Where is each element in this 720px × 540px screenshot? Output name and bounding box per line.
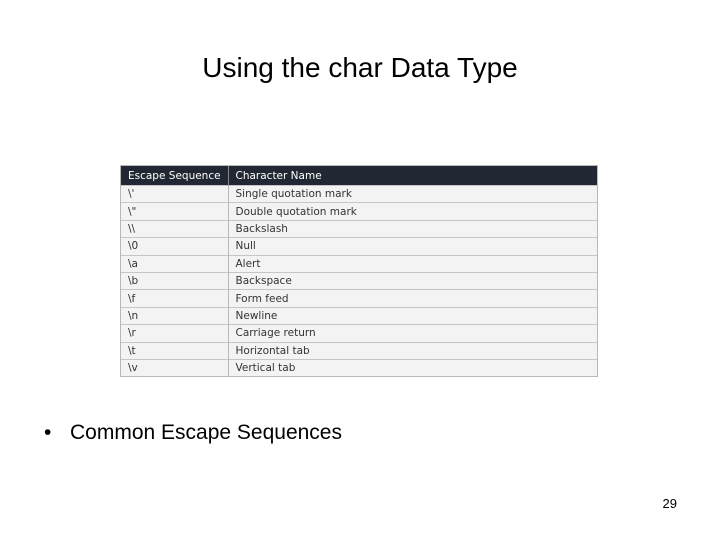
table-row — [121, 186, 597, 203]
escape-sequence-cell: \b — [121, 272, 228, 289]
column-header-escape-sequence: Escape Sequence — [121, 166, 228, 186]
character-name-cell: Double quotation mark — [228, 203, 597, 220]
table-row — [121, 290, 597, 307]
character-name-cell: Vertical tab — [228, 359, 597, 376]
escape-sequence-cell: \f — [121, 290, 228, 307]
escape-sequence-cell: \\ — [121, 220, 228, 237]
character-name-cell: Null — [228, 238, 597, 255]
escape-sequence-cell: \n — [121, 307, 228, 324]
character-name-cell: Newline — [228, 307, 597, 324]
escape-sequence-cell: \" — [121, 203, 228, 220]
escape-sequence-cell: \r — [121, 325, 228, 342]
bullet-item — [44, 420, 342, 446]
character-name-cell: Single quotation mark — [228, 186, 597, 203]
table-row — [121, 255, 597, 272]
table-row — [121, 220, 597, 237]
escape-sequence-cell: \' — [121, 186, 228, 203]
table-header-row — [121, 166, 597, 186]
escape-sequence-cell: \v — [121, 359, 228, 376]
table-row — [121, 203, 597, 220]
table-row — [121, 342, 597, 359]
bullet-symbol: • — [44, 421, 52, 444]
table-row — [121, 307, 597, 324]
table-row — [121, 359, 597, 376]
table-row — [121, 272, 597, 289]
table-row — [121, 325, 597, 342]
escape-table — [121, 166, 597, 376]
character-name-cell: Backspace — [228, 272, 597, 289]
character-name-cell: Alert — [228, 255, 597, 272]
escape-sequence-cell: \0 — [121, 238, 228, 255]
character-name-cell: Backslash — [228, 220, 597, 237]
column-header-character-name: Character Name — [228, 166, 597, 186]
character-name-cell: Carriage return — [228, 325, 597, 342]
table-row — [121, 238, 597, 255]
bullet-text: Common Escape Sequences — [70, 421, 342, 444]
character-name-cell: Horizontal tab — [228, 342, 597, 359]
escape-sequence-cell: \t — [121, 342, 228, 359]
character-name-cell: Form feed — [228, 290, 597, 307]
slide-title: Using the char Data Type — [202, 52, 518, 83]
page-number: 29 — [662, 496, 677, 511]
escape-sequence-table — [120, 165, 598, 377]
escape-sequence-cell: \a — [121, 255, 228, 272]
